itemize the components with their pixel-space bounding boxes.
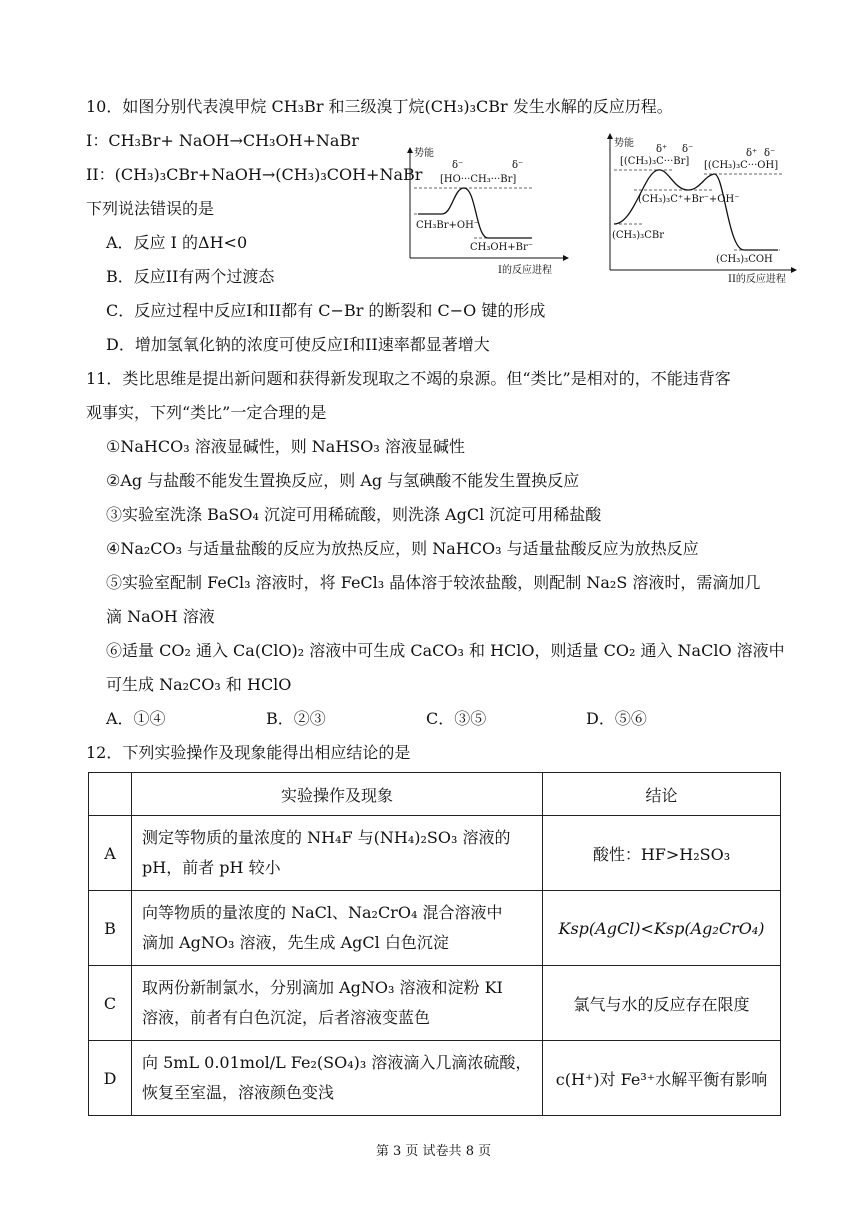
experiment-table <box>88 772 781 1116</box>
header-conclusion: 结论 <box>543 773 781 816</box>
header-operation: 实验操作及现象 <box>132 773 543 816</box>
row-operation-line-2: 溶液，前者有白色沉淀，后者溶液变蓝色 <box>142 1008 431 1027</box>
q10-question: 下列说法错误的是 <box>86 199 215 218</box>
row-operation <box>132 891 543 966</box>
row-operation-line-1: 向 5mL 0.01mol/L Fe₂(SO₄)₃ 溶液滴入几滴浓硫酸， <box>142 1053 532 1072</box>
q11-item-5-cont: 滴 NaOH 溶液 <box>106 607 215 626</box>
q11-item-4: ④Na₂CO₃ 与适量盐酸的反应为放热反应，则 NaHCO₃ 与适量盐酸反应为放热反应 <box>106 539 699 558</box>
row-operation-line-1: 取两份新制氯水，分别滴加 AgNO₃ 溶液和淀粉 KI <box>142 978 503 997</box>
row-conclusion: Ksp(AgCl)<Ksp(Ag₂CrO₄) <box>543 891 781 966</box>
q11-stem-line-1: 11．类比思维是提出新问题和获得新发现取之不竭的泉源。但“类比”是相对的，不能违背客 <box>86 369 731 388</box>
row-operation-line-2: pH，前者 pH 较小 <box>142 858 281 877</box>
ts1-label: [(CH₃)₃C···Br] <box>620 156 690 167</box>
product-label: (CH₃)₃COH <box>716 254 773 265</box>
row-operation <box>132 1041 543 1116</box>
q11-item-3: ③实验室洗涤 BaSO₄ 沉淀可用稀硫酸，则洗涤 AgCl 沉淀可用稀盐酸 <box>106 505 602 524</box>
row-operation <box>132 966 543 1041</box>
table-row <box>89 1041 781 1116</box>
intermediate-label: (CH₃)₃C⁺+Br⁻+OH⁻ <box>638 194 740 205</box>
reactant-label: CH₃Br+OH⁻ <box>416 220 480 231</box>
q10-equation-2: II：(CH₃)₃CBr+NaOH→(CH₃)₃COH+NaBr <box>86 165 423 184</box>
ts-charge-1: δ⁻ <box>452 160 464 171</box>
table-row <box>89 966 781 1041</box>
reactant-label: (CH₃)₃CBr <box>612 230 664 241</box>
q11-option-a: A．①④ <box>106 709 166 728</box>
row-label: D <box>89 1041 132 1116</box>
q10-option-d: D．增加氢氧化钠的浓度可使反应I和II速率都显著增大 <box>106 335 490 354</box>
q10-option-a: A．反应 I 的ΔH<0 <box>106 233 248 252</box>
row-label: A <box>89 816 132 891</box>
row-label: B <box>89 891 132 966</box>
q11-option-c: C．③⑤ <box>426 709 487 728</box>
row-conclusion: c(H⁺)对 Fe³⁺水解平衡有影响 <box>543 1041 781 1116</box>
ts-charge-2: δ⁻ <box>512 160 524 171</box>
ts2-charge-1: δ⁺ <box>746 148 758 159</box>
q10-option-c: C．反应过程中反应I和II都有 C−Br 的断裂和 C−O 键的形成 <box>106 301 546 320</box>
transition-state-label: [HO···CH₃···Br] <box>440 174 517 185</box>
row-label: C <box>89 966 132 1041</box>
header-label <box>89 773 132 816</box>
row-operation-line-1: 向等物质的量浓度的 NaCl、Na₂CrO₄ 混合溶液中 <box>142 903 503 922</box>
x-axis-label: II的反应进程 <box>728 274 786 285</box>
q10-stem: 10．如图分别代表溴甲烷 CH₃Br 和三级溴丁烷(CH₃)₃CBr 发生水解的反应历程。 <box>86 97 673 116</box>
ts1-charge-2: δ⁻ <box>682 144 694 155</box>
row-operation-line-2: 恢复至室温，溶液颜色变浅 <box>142 1083 335 1102</box>
q12-stem: 12．下列实验操作及现象能得出相应结论的是 <box>86 743 411 762</box>
q11-stem-line-2: 观事实，下列“类比”一定合理的是 <box>86 403 327 422</box>
q11-item-6: ⑥适量 CO₂ 通入 Ca(ClO)₂ 溶液中可生成 CaCO₃ 和 HClO，则适量 CO₂ 通入 NaClO 溶液中 <box>106 641 785 660</box>
ts1-charge-1: δ⁺ <box>656 144 668 155</box>
q10-equation-1: I：CH₃Br+ NaOH→CH₃OH+NaBr <box>86 131 359 150</box>
q10-option-b: B．反应II有两个过渡态 <box>106 267 275 286</box>
page-footer: 第 3 页 试卷共 8 页 <box>375 1144 492 1159</box>
ts2-charge-2: δ⁻ <box>764 148 776 159</box>
diagram-reaction-1 <box>404 140 572 280</box>
diagram-reaction-2 <box>604 132 804 288</box>
q11-option-b: B．②③ <box>266 709 326 728</box>
q11-option-d: D．⑤⑥ <box>586 709 647 728</box>
q11-item-6-cont: 可生成 Na₂CO₃ 和 HClO <box>106 675 292 694</box>
row-operation-line-1: 测定等物质的量浓度的 NH₄F 与(NH₄)₂SO₃ 溶液的 <box>142 828 511 847</box>
row-conclusion: 酸性：HF>H₂SO₃ <box>543 816 781 891</box>
y-axis-label: 势能 <box>414 148 434 159</box>
ts2-label: [(CH₃)₃C···OH] <box>704 160 779 171</box>
y-axis-label: 势能 <box>614 138 634 149</box>
row-operation-line-2: 滴加 AgNO₃ 溶液，先生成 AgCl 白色沉淀 <box>142 933 449 952</box>
product-label: CH₃OH+Br⁻ <box>470 242 534 253</box>
q11-item-5: ⑤实验室配制 FeCl₃ 溶液时，将 FeCl₃ 晶体溶于较浓盐酸，则配制 Na₂S 溶液时，需滴加几 <box>106 573 761 592</box>
q11-item-1: ①NaHCO₃ 溶液显碱性，则 NaHSO₃ 溶液显碱性 <box>106 437 465 456</box>
x-axis-label: I的反应进程 <box>498 265 552 276</box>
table-header-row <box>89 773 781 816</box>
table-row <box>89 816 781 891</box>
q11-item-2: ②Ag 与盐酸不能发生置换反应，则 Ag 与氢碘酸不能发生置换反应 <box>106 471 580 490</box>
row-operation <box>132 816 543 891</box>
row-conclusion: 氯气与水的反应存在限度 <box>543 966 781 1041</box>
table-row <box>89 891 781 966</box>
